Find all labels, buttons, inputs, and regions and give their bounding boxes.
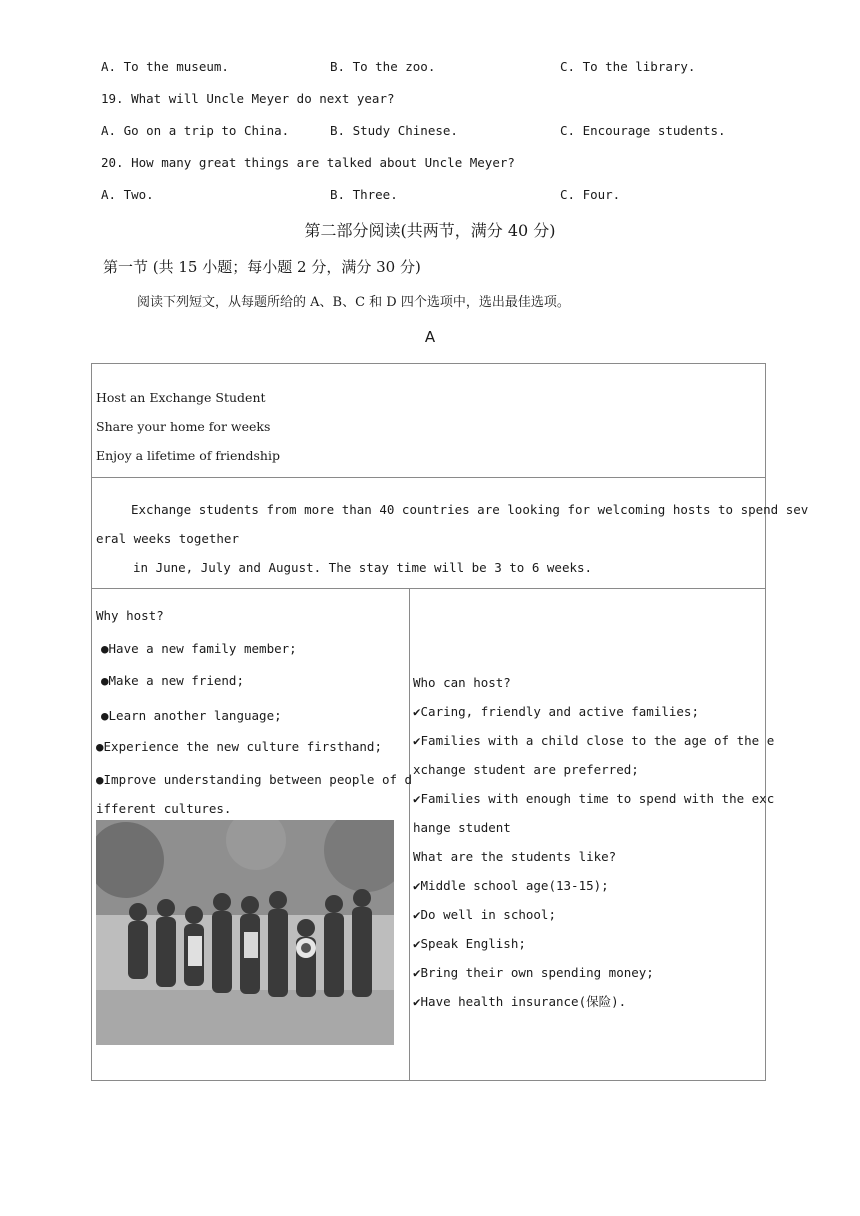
students-like-item: ✔Speak English; [413,936,526,951]
divider [92,477,765,478]
students-like-item: ✔Do well in school; [413,907,556,922]
ad-header-line-1: Host an Exchange Student [96,390,266,405]
students-like-title: What are the students like? [413,849,617,864]
why-host-item: ●Have a new family member; [101,641,297,656]
q18-option-c: C. To the library. [560,59,696,74]
column-divider [409,588,410,1081]
ad-frame [91,363,809,1081]
divider [92,588,765,589]
ad-intro-line-3: in June, July and August. The stay time will be 3 to 6 weeks. [133,560,593,575]
students-like-item: ✔Bring their own spending money; [413,965,654,980]
who-can-host-item: ✔Families with a child close to the age of the e [413,733,775,748]
why-host-item: ●Make a new friend; [101,673,244,688]
why-host-item: ifferent cultures. [96,801,232,816]
q18-options [101,59,801,79]
who-can-host-item: ✔Caring, friendly and active families; [413,704,699,719]
q19-option-c: C. Encourage students. [560,123,726,138]
who-can-host-item: xchange student are preferred; [413,762,639,777]
ad-header-line-2: Share your home for weeks [96,419,271,434]
q20-option-a: A. Two. [101,187,154,202]
q18-option-a: A. To the museum. [101,59,229,74]
students-like-item: ✔Middle school age(13-15); [413,878,609,893]
q20-options [101,187,801,207]
ad-intro-line-2: eral weeks together [96,531,239,546]
q19-option-a: A. Go on a trip to China. [101,123,290,138]
who-can-host-title: Who can host? [413,675,511,690]
q19-option-b: B. Study Chinese. [330,123,458,138]
q18-option-b: B. To the zoo. [330,59,436,74]
group-photo-image [96,820,394,1045]
group-photo [96,820,394,1045]
q20-option-b: B. Three. [330,187,398,202]
part2-title: 第二部分阅读(共两节，满分 40 分) [304,221,556,240]
section1-heading: 第一节 (共 15 小题；每小题 2 分，满分 30 分) [103,258,421,276]
passage-label: A [424,328,436,346]
students-like-item: ✔Have health insurance(保险). [413,994,627,1009]
why-host-item: ●Improve understanding between people of d [96,772,413,787]
who-can-host-item: ✔Families with enough time to spend with the exc [413,791,775,806]
why-host-item: ●Experience the new culture firsthand; [96,739,382,754]
why-host-item: ●Learn another language; [101,708,282,723]
ad-header-line-3: Enjoy a lifetime of friendship [96,448,280,463]
q19-stem: 19. What will Uncle Meyer do next year? [101,91,395,106]
q19-options [101,123,801,143]
who-can-host-item: hange student [413,820,511,835]
ad-intro-line-1: Exchange students from more than 40 countries are looking for welcoming hosts to spend sev [131,502,809,517]
why-host-title: Why host? [96,608,164,623]
reading-instruction: 阅读下列短文，从每题所给的 A、B、C 和 D 四个选项中，选出最佳选项。 [137,295,570,310]
q20-option-c: C. Four. [560,187,621,202]
q20-stem: 20. How many great things are talked about Uncle Meyer? [101,155,515,170]
